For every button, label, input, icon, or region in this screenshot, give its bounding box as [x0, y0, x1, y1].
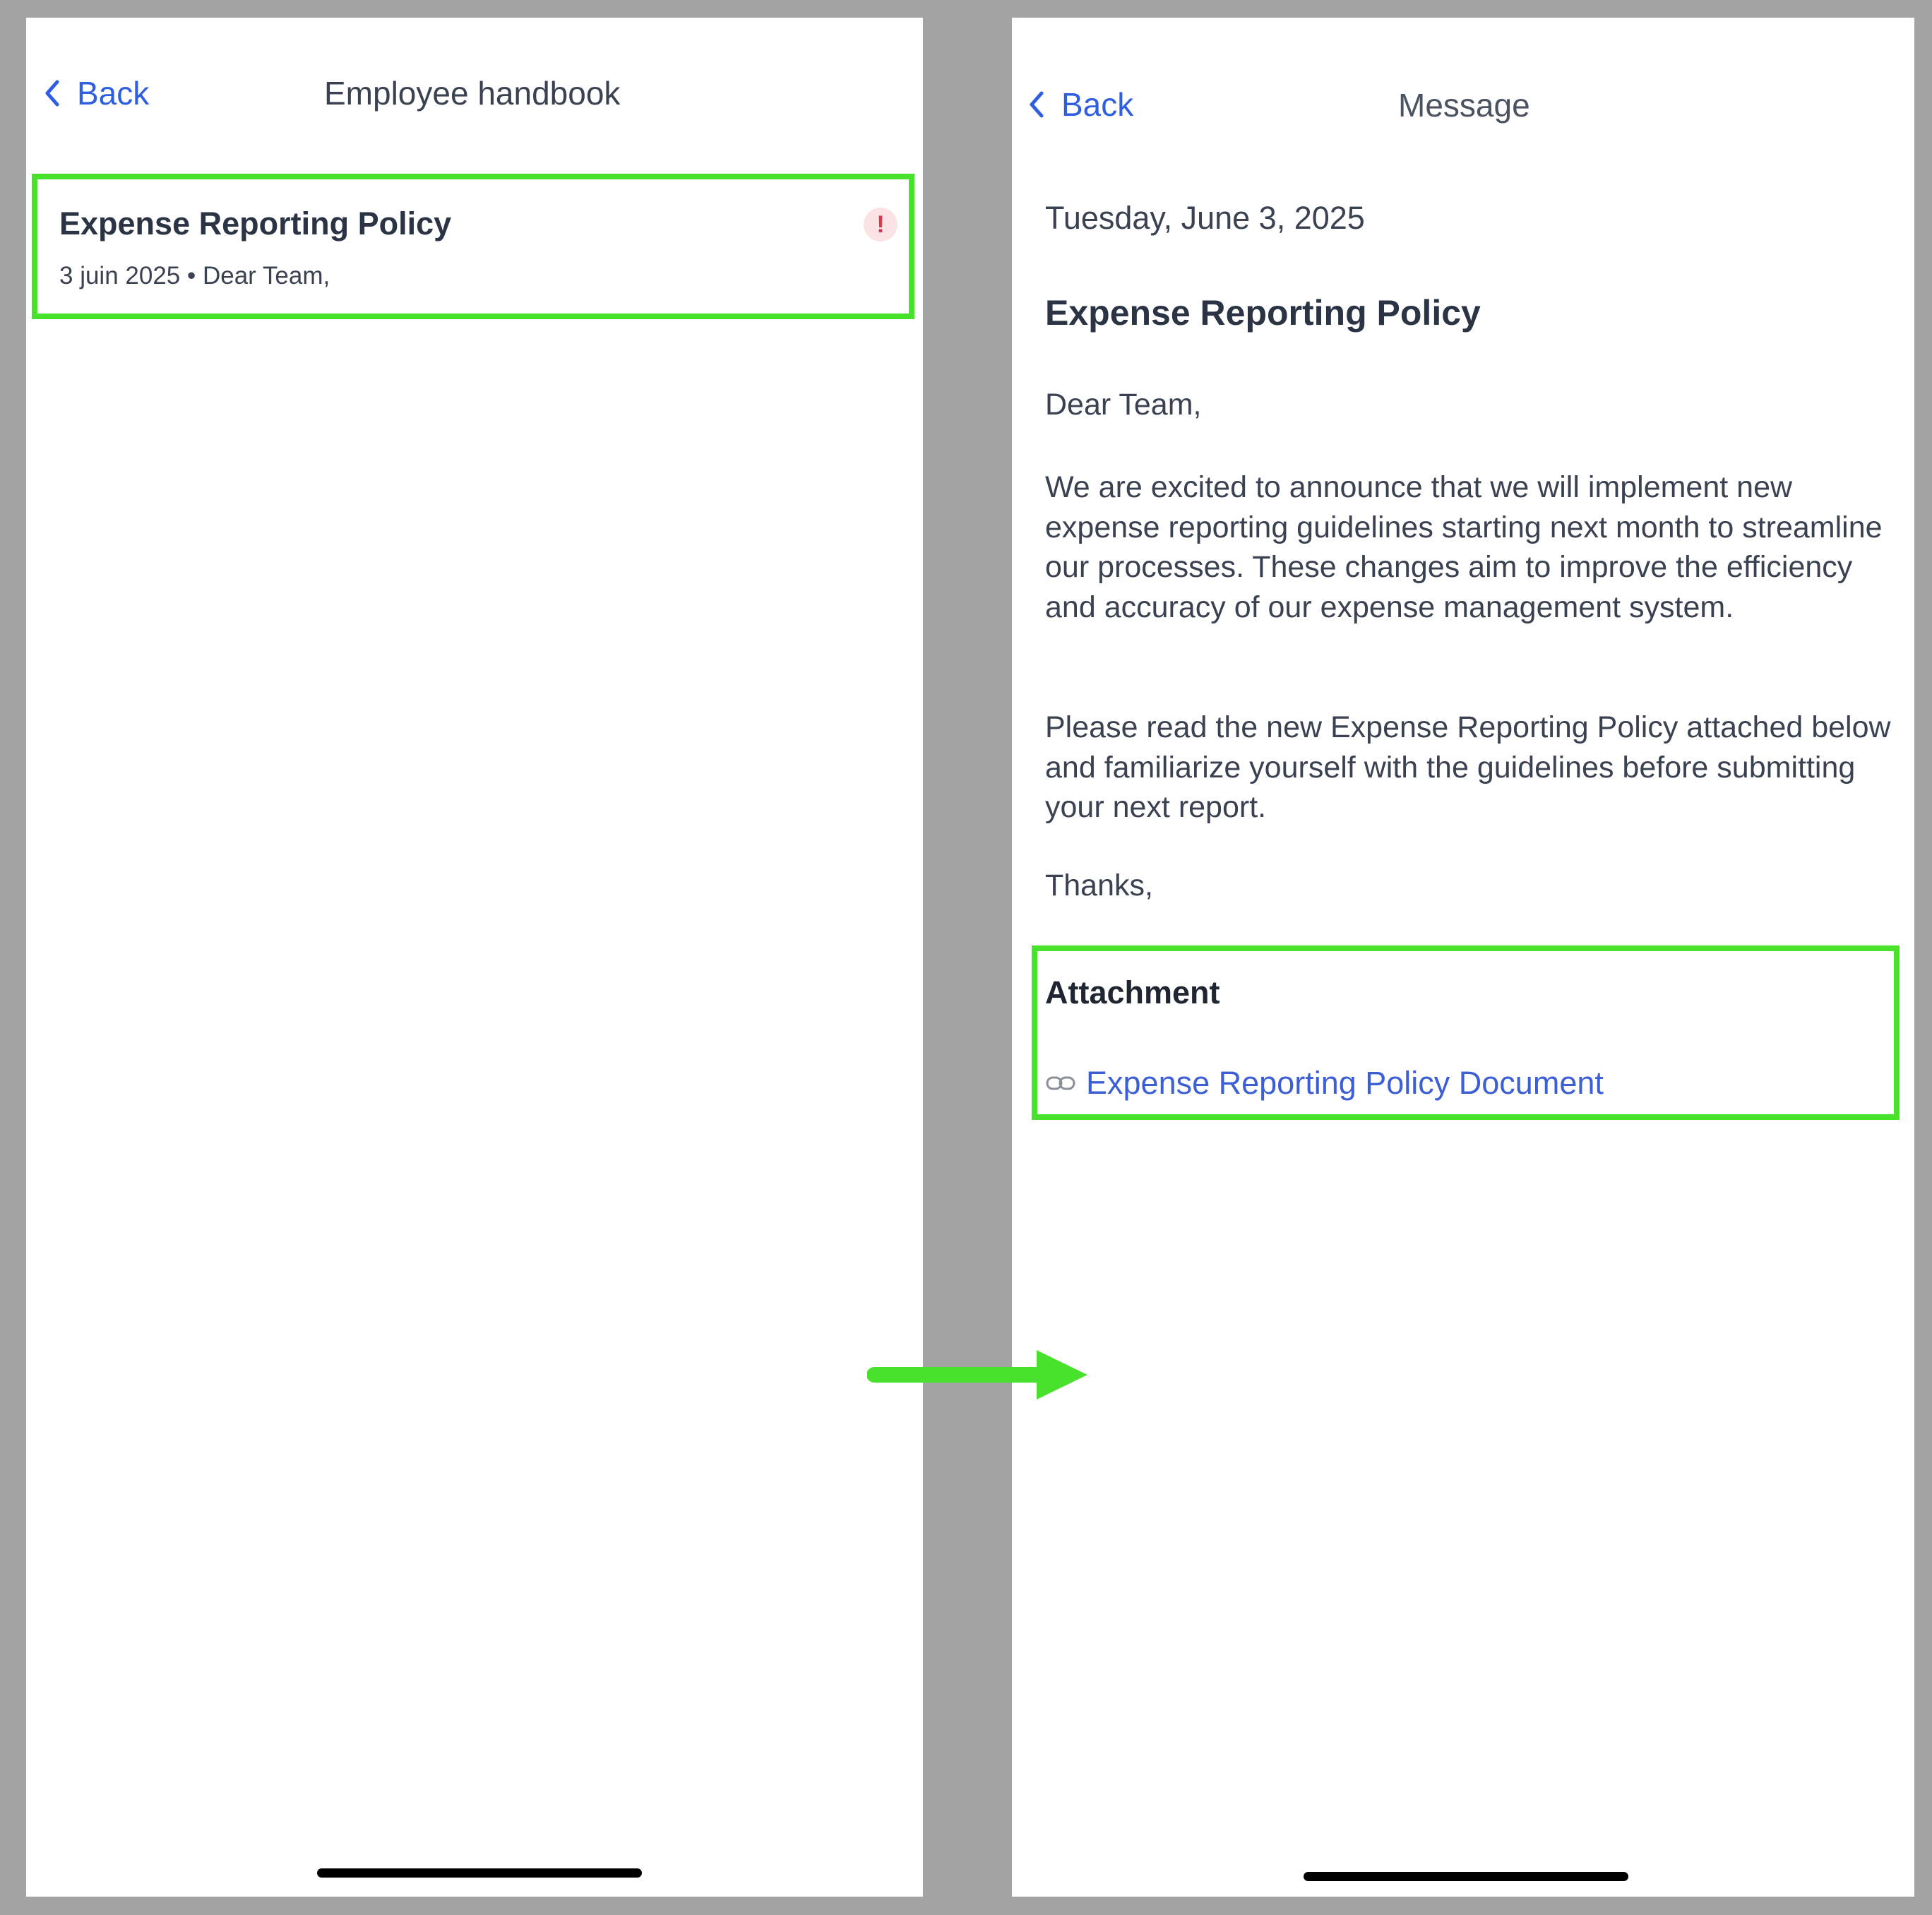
message-screen	[1012, 18, 1914, 1897]
back-label: Back	[1061, 86, 1134, 123]
message-subject: Expense Reporting Policy	[1045, 293, 1481, 333]
back-button[interactable]	[1026, 85, 1133, 124]
page-title: Employee handbook	[324, 75, 621, 112]
attachment-link[interactable]	[1045, 1065, 1604, 1102]
chevron-left-icon	[42, 78, 63, 109]
back-label: Back	[77, 75, 150, 112]
message-paragraph: We are excited to announce that we will implement new expense reporting guidelines starting next month to streamline our processes. These changes aim to improve the efficiency and accuracy of our expense management system.	[1045, 470, 1883, 624]
page-title: Message	[1398, 87, 1530, 124]
alert-icon: !	[864, 208, 898, 241]
message-item-meta: 3 juin 2025 • Dear Team,	[59, 262, 330, 290]
arrow-right-icon	[867, 1349, 1090, 1402]
message-list-item[interactable]	[32, 174, 914, 319]
message-greeting: Dear Team,	[1045, 388, 1202, 422]
home-indicator[interactable]	[1304, 1872, 1628, 1881]
home-indicator[interactable]	[317, 1868, 642, 1878]
message-paragraph: Please read the new Expense Reporting Policy attached below and familiarize yourself with the guidelines before submitting your next report.	[1045, 710, 1891, 824]
link-icon	[1045, 1073, 1076, 1093]
message-signoff: Thanks,	[1045, 869, 1153, 902]
back-button[interactable]	[42, 74, 149, 112]
attachment-heading: Attachment	[1045, 974, 1220, 1010]
chevron-left-icon	[1026, 89, 1047, 120]
message-date: Tuesday, June 3, 2025	[1045, 200, 1365, 236]
attachment-link-label: Expense Reporting Policy Document	[1086, 1065, 1604, 1101]
handbook-screen	[26, 18, 923, 1897]
message-item-title: Expense Reporting Policy	[59, 205, 452, 241]
